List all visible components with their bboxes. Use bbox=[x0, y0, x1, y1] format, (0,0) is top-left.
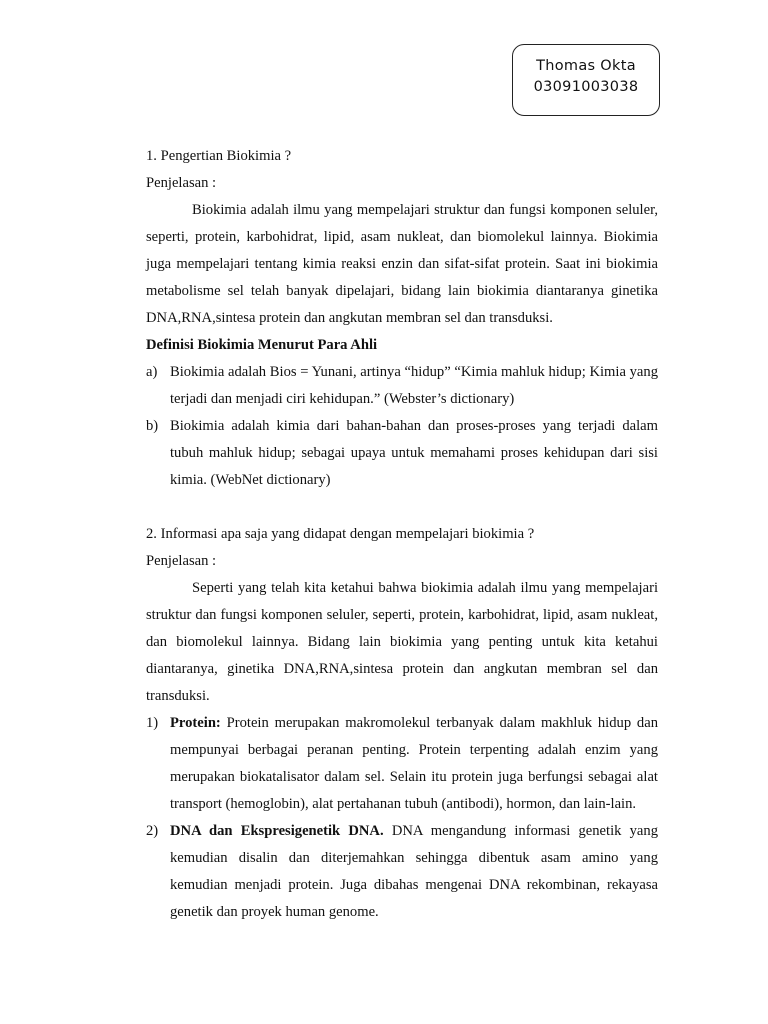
section-1-label: Penjelasan : bbox=[146, 175, 217, 191]
list-marker: 1) bbox=[146, 715, 159, 731]
info-term: Protein: bbox=[170, 715, 221, 731]
info-text: Protein merupakan makromolekul terbanyak dalam makhluk hidup dan mempunyai berbagai peranan penting. Protein terpenting adalah enzim yang merupakan biokatalisator dalam sel. Selain itu protein juga berfungsi sebagai alat transport (hemoglobin), alat pertahanan tubuh (antibodi), hormon, dan lain-lain. bbox=[170, 715, 659, 812]
section-2-heading: 2. Informasi apa saja yang didapat dengan mempelajari biokimia ? bbox=[146, 526, 535, 542]
author-box bbox=[512, 44, 660, 116]
info-text: DNA mengandung informasi genetik yang kemudian disalin dan diterjemahkan sehingga dibentuk asam amino yang kemudian menjadi protein. Juga dibahas mengenai DNA rekombinan, rekayasa genetik dan proyek human genome. bbox=[170, 823, 658, 920]
list-marker: b) bbox=[146, 418, 159, 434]
spacer bbox=[146, 494, 658, 521]
list-marker: 2) bbox=[146, 823, 159, 839]
definition-text: Biokimia adalah Bios = Yunani, artinya “hidup” “Kimia mahluk hidup; Kimia yang terjadi dan menjadi ciri kehidupan.” (Webster’s dictionary) bbox=[170, 364, 658, 407]
section-2-label: Penjelasan : bbox=[146, 553, 217, 569]
info-term: DNA dan Ekspresigenetik DNA. bbox=[170, 823, 384, 839]
section-1-heading: 1. Pengertian Biokimia ? bbox=[146, 148, 292, 164]
definition-item bbox=[146, 359, 658, 413]
section-1-paragraph: Biokimia adalah ilmu yang mempelajari struktur dan fungsi komponen seluler, seperti, protein, karbohidrat, lipid, asam nukleat, dan biomolekul lainnya. Biokimia juga mempelajari tentang kimia reaksi enzin dan sifat-sifat protein. Saat ini biokimia metabolisme sel telah banyak dipelajari, bidang lain biokimia diantaranya ginetika DNA,RNA,sintesa protein dan angkutan membran sel dan transduksi. bbox=[146, 202, 658, 326]
author-name: Thomas Okta bbox=[536, 58, 636, 74]
list-marker: a) bbox=[146, 364, 158, 380]
definition-text: Biokimia adalah kimia dari bahan-bahan dan proses-proses yang terjadi dalam tubuh mahluk hidup; sebagai upaya untuk memahami proses kehidupan dari sisi kimia. (WebNet dictionary) bbox=[170, 418, 658, 488]
author-id: 03091003038 bbox=[533, 79, 639, 95]
info-item bbox=[146, 818, 658, 926]
document-body bbox=[146, 143, 658, 926]
definition-title: Definisi Biokimia Menurut Para Ahli bbox=[146, 337, 378, 353]
section-2-paragraph: Seperti yang telah kita ketahui bahwa biokimia adalah ilmu yang mempelajari struktur dan fungsi komponen seluler, seperti, protein, karbohidrat, lipid, asam nukleat, dan biomolekul lainnya. Bidang lain biokimia yang penting untuk kita ketahui diantaranya, ginetika DNA,RNA,sintesa protein dan angkutan membran sel dan transduksi. bbox=[146, 580, 658, 704]
definition-item bbox=[146, 413, 658, 494]
info-item bbox=[146, 710, 658, 818]
